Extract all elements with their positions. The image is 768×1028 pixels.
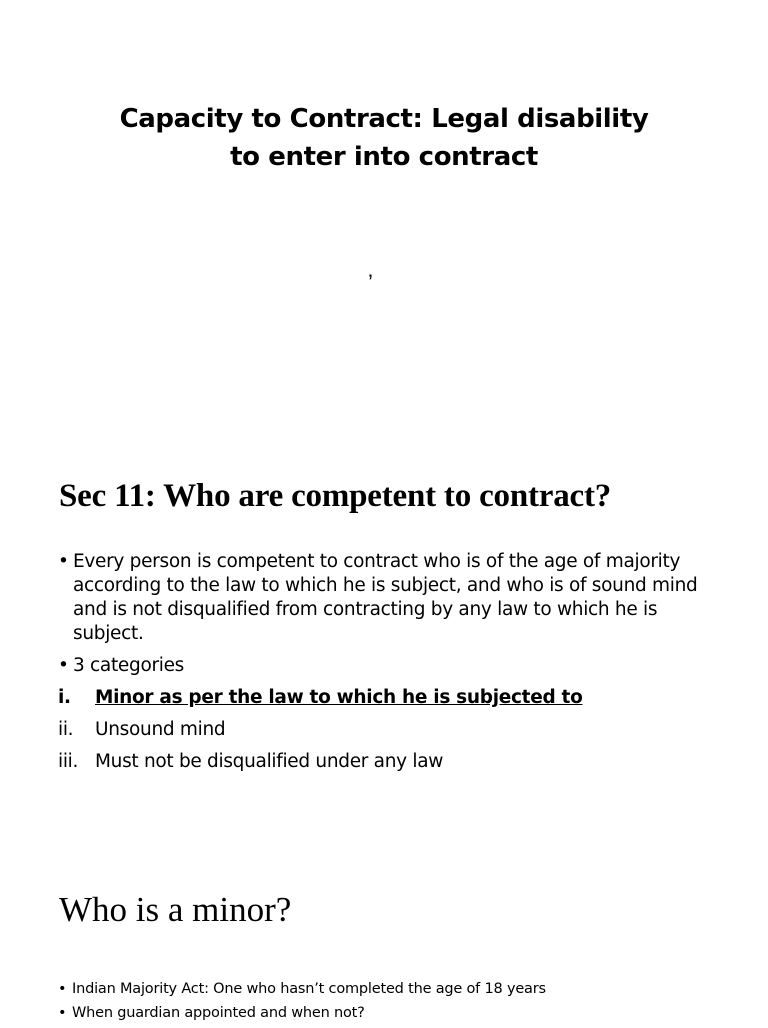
list-item-text: Indian Majority Act: One who hasn’t completed the age of 18 years xyxy=(72,981,546,997)
list-item xyxy=(58,980,738,998)
list-item-text: 3 categories xyxy=(73,655,185,676)
numbered-item xyxy=(58,718,718,742)
numbered-item xyxy=(58,750,718,774)
title-line-1: Capacity to Contract: Legal disability xyxy=(119,104,649,134)
bullet-icon: • xyxy=(58,655,69,676)
content-list xyxy=(58,550,718,782)
content-list xyxy=(58,980,738,1028)
item-number: i. xyxy=(58,687,71,708)
item-text: Must not be disqualified under any law xyxy=(95,751,444,772)
item-text: Unsound mind xyxy=(95,719,226,740)
section-heading: Who is a minor? xyxy=(59,890,292,929)
stray-mark: ’ xyxy=(368,270,373,295)
item-number: ii. xyxy=(58,719,74,740)
list-item-text: When guardian appointed and when not? xyxy=(72,1005,365,1021)
list-item xyxy=(58,1004,738,1022)
title-line-2: to enter into contract xyxy=(230,142,538,172)
slide-section-11 xyxy=(0,440,768,840)
item-number: iii. xyxy=(58,751,79,772)
list-item-text: Every person is competent to contract who is of the age of majority according to the law to which he is subject, and who is of sound mind and is not disqualified from contracting by any law to which he is subject. xyxy=(73,551,698,644)
numbered-item xyxy=(58,686,718,710)
bullet-icon: • xyxy=(58,551,69,572)
slide-title-heading xyxy=(0,100,768,176)
bullet-icon: • xyxy=(58,1005,67,1021)
list-item xyxy=(58,550,718,646)
section-heading: Sec 11: Who are competent to contract? xyxy=(59,478,612,514)
bullet-icon: • xyxy=(58,981,67,997)
slide-who-is-minor xyxy=(0,840,768,1024)
slide-title xyxy=(0,0,768,440)
item-text-emphasized: Minor as per the law to which he is subjected to xyxy=(95,687,583,708)
list-item xyxy=(58,654,718,678)
